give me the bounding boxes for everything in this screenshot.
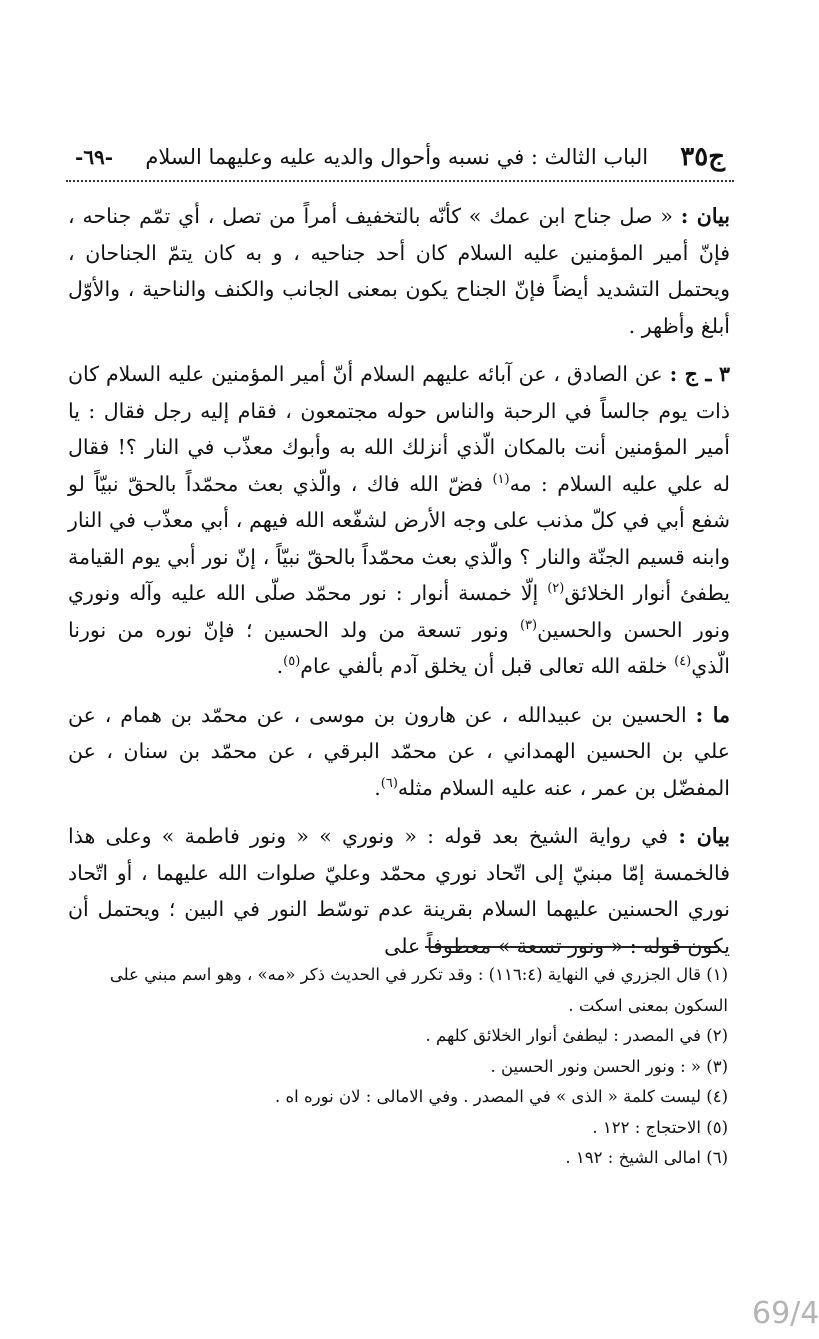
paragraph-text: في رواية الشيخ بعد قوله : « ونوري » « ونور فاطمة » وعلى هذا فالخمسة إمّا مبنيّ إلى اتّحاد نوري محمّد وعليّ صلوات الله عليهما ، أو اتّحاد نوري الحسنين عليهما السلام بقرينة عدم توسّط النور في البين ؛ ويحتمل أن يكون قوله : « ونور تسعة » معطوفاً على: [68, 824, 730, 958]
paragraph-text: الحسين بن عبيدالله ، عن هارون بن موسى ، عن محمّد بن همام ، عن علي بن الحسين الهمداني ، عن محمّد البرقي ، عن محمّد بن سنان ، عن المفضّل بن عمر ، عنه عليه السلام مثله: [68, 702, 730, 800]
paragraph-label: ما :: [695, 702, 730, 727]
paragraph-text: فضّ الله فاك ، والّذي بعث محمّداً بالحقّ نبيّاً لو شفع أبي في كلّ مذنب على وجه الأرض لشفّعه الله فيهم ، أبي معذّب في النار وابنه قسيم الجنّة والنار ؟ والّذي بعث محمّداً بالحقّ نبيّاً ، إنّ نور أبي يوم القيامة يطفئ أنوار الخلائق: [68, 471, 730, 605]
running-header: [75, 138, 725, 176]
paragraph-bayan-2: [68, 818, 730, 964]
footnote-2: (٢) في المصدر : ليطفئ أنوار الخلائق كلهم .: [425, 1026, 728, 1045]
footnote-3: (٣) « : ونور الحسن ونور الحسين .: [490, 1056, 728, 1076]
chapter-title: الباب الثالث : في نسبه وأحوال والديه عليه وعليهما السلام: [145, 145, 649, 169]
footnote-separator: [425, 946, 717, 948]
paragraph-text: إلّا خمسة أنوار : نور محمّد صلّى الله عليه وآله ونوري ونور الحسن والحسين: [68, 581, 730, 642]
footnote-ref-5: (٥): [283, 654, 301, 670]
footnote-6: (٦) امالى الشيخ : ١٩٢ .: [565, 1148, 728, 1167]
footnote-1: (١) قال الجزري في النهاية (١١٦:٤) : وقد تكرر في الحديث ذكر «مه» ، وهو اسم مبني على السكون بمعنى اسكت .: [109, 965, 728, 1015]
footnote-ref-1: (١): [492, 471, 510, 487]
footnote-5: (٥) الاحتجاج : ١٢٢ .: [592, 1117, 728, 1137]
volume-number: ج٣٥: [680, 142, 725, 172]
page-counter-overlay: 69/4: [752, 1296, 819, 1331]
paragraph-label: ٣ ـ ج :: [669, 362, 730, 386]
main-text: [68, 198, 730, 976]
paragraph-text: « صل جناح ابن عمك » كأنّه بالتخفيف أمراً من تصل ، أي تمّم جناحه ، فإنّ أمير المؤمنين عليه السلام كان أحد جناحيه ، و به كان يتمّ الجناحان ، ويحتمل التشديد أيضاً فإنّ الجناح يكون بمعنى الجانب والكنف والناحية ، والأوّل أبلغ وأظهر .: [68, 204, 730, 338]
sentence-end: .: [276, 654, 284, 678]
footnote-ref-6: (٦): [380, 775, 398, 791]
paragraph-text: ونور تسعة من ولد الحسين ؛ فإنّ نوره من نورنا الّذي: [68, 617, 730, 678]
paragraph-text: خلقه الله تعالى قبل أن يخلق آدم بألفي عام: [300, 654, 668, 678]
footnotes: [70, 960, 728, 1174]
page-number: -٦٩-: [75, 145, 114, 169]
footnote-ref-4: (٤): [674, 654, 692, 670]
footnote-ref-3: (٣): [519, 617, 538, 633]
paragraph-text: عن الصادق ، عن آبائه عليهم السلام أنّ أمير المؤمنين عليه السلام كان ذات يوم جالساً في الرحبة والناس حوله مجتمعون ، فقام إليه رجل فقال : يا أمير المؤمنين أنت بالمكان الّذي أنزلك الله به وأبوك معذّب في النار ؟! فقال له علي عليه السلام : مه: [68, 362, 730, 496]
footnote-ref-2: (٢): [547, 581, 565, 597]
sentence-end: .: [374, 775, 381, 800]
paragraph-label: بيان :: [680, 204, 730, 228]
paragraph-hadith-3: [68, 356, 730, 685]
paragraph-label: بيان :: [678, 824, 730, 848]
paragraph-bayan-1: [68, 198, 730, 344]
header-dotted-rule: [66, 180, 734, 182]
footnote-4: (٤) ليست كلمة « الذى » في المصدر . وفي الامالى : لان نوره اه .: [275, 1087, 728, 1106]
paragraph-ma: [68, 697, 730, 807]
